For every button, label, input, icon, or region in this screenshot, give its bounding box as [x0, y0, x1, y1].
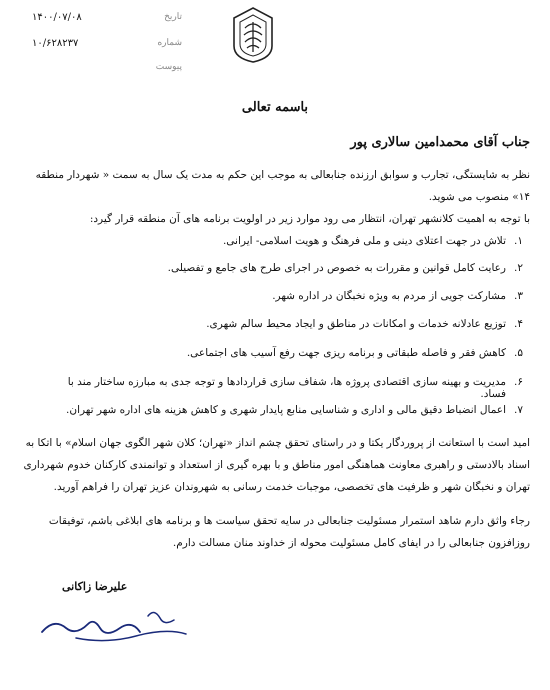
- intro-paragraph: نظر به شایستگی، تجارب و سوابق ارزنده جنابعالی به موجب این حکم به مدت یک سال به سمت « شهردار منطقه ۱۴» منصوب می شوید.: [35, 169, 530, 203]
- list-item-text: تلاش در جهت اعتلای دینی و ملی فرهنگ و هویت اسلامی- ایرانی.: [222, 235, 506, 247]
- closing-paragraph: امید است با استعانت از پروردگار یکتا و در راستای تحقق چشم انداز «تهران؛ کلان شهر الگوی جهان اسلام» با اتکا به اسناد بالادستی و راهبری معاونت هماهنگی امور مناطق و با بهره گیری از استعداد و توانمندی کارکنان خدوم شهرداری تهران و نخبگان شهر و ظرفیت های تخصصی، موجبات خدمت رسانی به شهروندان عزیز تهران را فراهم آورید.: [23, 437, 530, 493]
- list-item-number: ۷.: [514, 404, 523, 416]
- directive-paragraph: با توجه به اهمیت کلانشهر تهران، انتظار می رود موارد زیر در اولویت برنامه های آن منطقه قرار گیرد:: [89, 213, 530, 225]
- attachment-label: پیوست: [155, 62, 182, 72]
- date-value: ۱۴۰۰/۰۷/۰۸: [32, 12, 82, 23]
- list-item-number: ۱.: [514, 235, 523, 247]
- list-item-number: ۴.: [514, 318, 523, 330]
- list-item-number: ۲.: [514, 262, 523, 274]
- number-label: شماره: [157, 38, 182, 48]
- list-item-text: توزیع عادلانه خدمات و امکانات در مناطق و ایجاد محیط سالم شهری.: [206, 318, 506, 330]
- salutation: باسمه تعالی: [241, 100, 309, 115]
- number-value: ۱۰/۶۲۸۲۳۷: [32, 38, 79, 49]
- list-item-text: کاهش فقر و فاصله طبقاتی و برنامه ریزی جهت رفع آسیب های اجتماعی.: [186, 347, 506, 359]
- list-item-text: مدیریت و بهینه سازی اقتصادی پروژه ها، شفاف سازی قراردادها و توجه جدی به مبارزه ساختار مند با فساد.: [67, 376, 506, 400]
- list-item: [60, 347, 530, 369]
- list-item: [60, 318, 530, 340]
- date-label: تاریخ: [164, 12, 182, 22]
- addressee: جناب آقای محمدامین سالاری پور: [350, 135, 530, 150]
- attachment-row: [32, 62, 182, 80]
- list-item-number: ۳.: [514, 290, 523, 302]
- list-item-text: رعایت کامل قوانین و مقررات به خصوص در اجرای طرح های جامع و تفصیلی.: [167, 262, 506, 274]
- list-item: [60, 235, 530, 257]
- list-item-text: اعمال انضباط دقیق مالی و اداری و شناسایی منابع پایدار شهری و کاهش هزینه های اداره شهر تهران.: [66, 404, 506, 416]
- list-item-number: ۶.: [514, 376, 523, 388]
- list-item-text: مشارکت جویی از مردم به ویژه نخبگان در اداره شهر.: [272, 290, 506, 302]
- list-item: [60, 290, 530, 312]
- date-row: [32, 12, 182, 30]
- list-item: [60, 262, 530, 284]
- signer-name: علیرضا زاکانی: [62, 580, 128, 593]
- list-item-number: ۵.: [514, 347, 523, 359]
- handwritten-signature: [36, 598, 206, 658]
- number-row: [32, 38, 182, 56]
- municipality-logo: [228, 6, 278, 64]
- closing-paragraph-2: رجاء واثق دارم شاهد استمرار مسئولیت جنابعالی در سایه تحقق سیاست ها و برنامه های ابلاغی باشم، توفیقات روزافزون جنابعالی را در ایفای کامل مسئولیت محوله از خداوند منان مسالت دارم.: [48, 515, 530, 549]
